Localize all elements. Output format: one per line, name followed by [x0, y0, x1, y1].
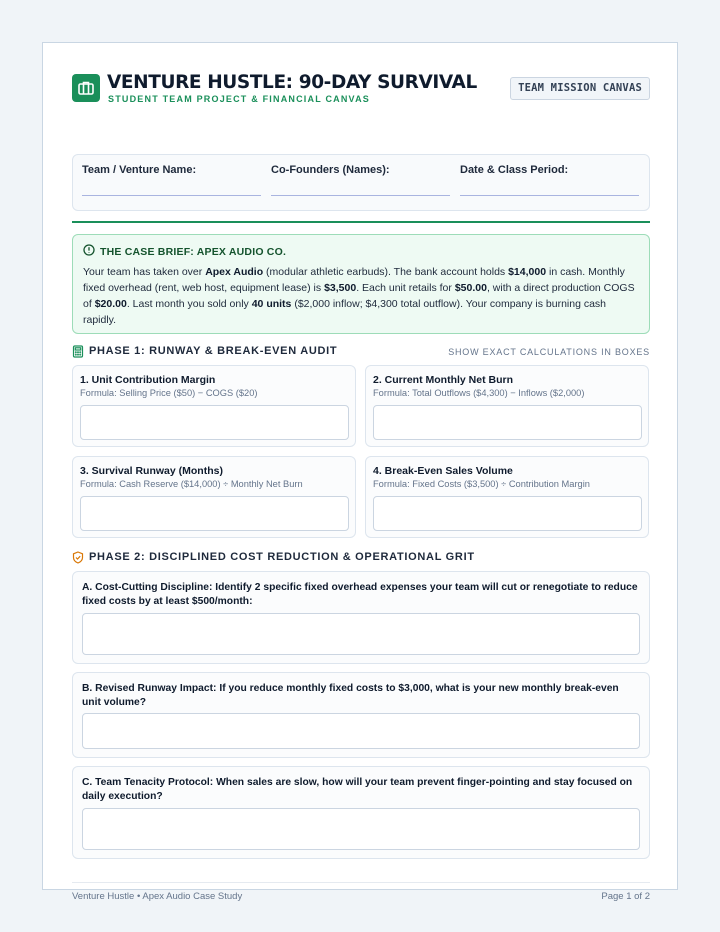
date-class-label: Date & Class Period: — [460, 164, 569, 176]
page-title: VENTURE HUSTLE: 90-DAY SURVIVAL — [107, 72, 477, 93]
answer-box[interactable] — [373, 496, 642, 531]
calc-card-contribution-margin — [72, 365, 356, 447]
calc-card-title: 2. Current Monthly Net Burn — [373, 374, 514, 386]
page-subtitle: STUDENT TEAM PROJECT & FINANCIAL CANVAS — [108, 94, 370, 104]
calc-card-formula: Formula: Total Outflows ($4,300) − Inflows ($2,000) — [373, 388, 585, 398]
calc-card-formula: Formula: Cash Reserve ($14,000) ÷ Monthly Net Burn — [80, 479, 303, 489]
question-text: B. Revised Runway Impact: If you reduce monthly fixed costs to $3,000, what is your new monthly break-even unit volume? — [82, 683, 619, 708]
header-divider — [72, 221, 650, 223]
worksheet-page — [42, 42, 678, 902]
date-class-line[interactable] — [460, 195, 639, 196]
answer-box[interactable] — [80, 496, 349, 531]
answer-box[interactable] — [82, 713, 640, 749]
page-number: Page 1 of 2 — [601, 891, 650, 902]
answer-box[interactable] — [82, 613, 640, 655]
team-info-box — [72, 154, 650, 211]
phase1-header — [72, 344, 650, 360]
calc-card-formula: Formula: Fixed Costs ($3,500) ÷ Contribution Margin — [373, 479, 590, 489]
page-content — [72, 72, 650, 902]
co-founders-line[interactable] — [271, 195, 450, 196]
case-brief-text: Your team has taken over Apex Audio (modular athletic earbuds). The bank account holds $14,000 in cash. Monthly fixed overhead (rent, web host, equipment lease) is $3,500. Each unit retails for $50.00, with a direct production COGS of $20.00. Last month you sold only 40 units ($2,000 inflow; $4,300 total outflow). Your company is burning cash rapidly. — [83, 266, 635, 326]
date-class-field[interactable] — [460, 164, 639, 196]
shield-check-icon — [72, 551, 84, 569]
question-card-revised-runway — [72, 672, 650, 758]
case-brief — [72, 234, 650, 334]
calculator-icon — [72, 345, 84, 363]
calc-card-title: 4. Break-Even Sales Volume — [373, 465, 513, 477]
co-founders-label: Co-Founders (Names): — [271, 164, 390, 176]
calc-card-formula: Formula: Selling Price ($50) − COGS ($20) — [80, 388, 258, 398]
team-name-field[interactable] — [82, 164, 261, 196]
calc-card-break-even — [365, 456, 649, 538]
calc-card-title: 3. Survival Runway (Months) — [80, 465, 223, 477]
co-founders-field[interactable] — [271, 164, 450, 196]
calc-card-title: 1. Unit Contribution Margin — [80, 374, 216, 386]
phase2-title: PHASE 2: DISCIPLINED COST REDUCTION & OPERATIONAL GRIT — [89, 551, 475, 563]
answer-box[interactable] — [82, 808, 640, 850]
calc-card-net-burn — [365, 365, 649, 447]
case-brief-title: THE CASE BRIEF: APEX AUDIO CO. — [100, 245, 287, 258]
question-card-cost-cutting — [72, 571, 650, 664]
question-text: A. Cost-Cutting Discipline: Identify 2 specific fixed overhead expenses your team will cut or renegotiate to reduce fixed costs by at least $500/month: — [82, 582, 638, 607]
answer-box[interactable] — [80, 405, 349, 440]
answer-box[interactable] — [373, 405, 642, 440]
team-name-label: Team / Venture Name: — [82, 164, 197, 176]
phase1-note: SHOW EXACT CALCULATIONS IN BOXES — [448, 347, 650, 357]
team-name-line[interactable] — [82, 195, 261, 196]
question-text: C. Team Tenacity Protocol: When sales are slow, how will your team prevent finger-pointing and stay focused on daily execution? — [82, 777, 633, 802]
calc-card-survival-runway — [72, 456, 356, 538]
footer-left: Venture Hustle • Apex Audio Case Study — [72, 891, 243, 902]
question-card-team-tenacity — [72, 766, 650, 859]
page-header — [72, 72, 650, 108]
phase2-header — [72, 550, 650, 566]
mission-badge: TEAM MISSION CANVAS — [510, 77, 650, 100]
case-brief-heading — [83, 244, 639, 259]
footer-divider — [72, 882, 650, 883]
phase1-title: PHASE 1: RUNWAY & BREAK-EVEN AUDIT — [89, 345, 338, 357]
alert-circle-icon — [83, 244, 95, 259]
briefcase-icon — [72, 74, 100, 102]
